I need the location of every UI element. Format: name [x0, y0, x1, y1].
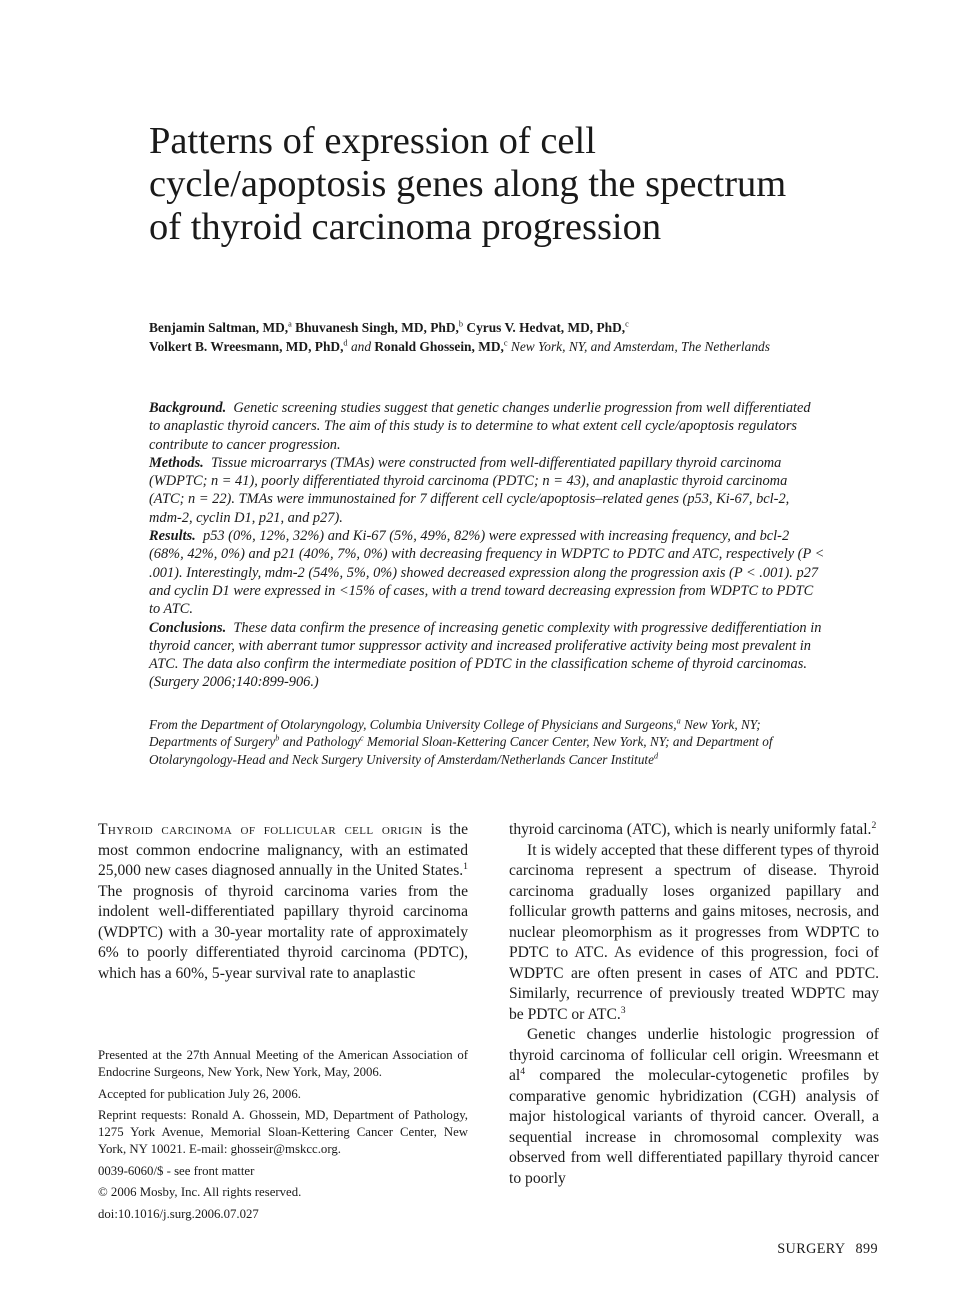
affiliation-marker: c	[359, 734, 364, 744]
article-notes	[98, 1047, 468, 1227]
body-text: thyroid carcinoma (ATC), which is nearly uniformly fatal.	[509, 821, 872, 838]
affiliation-marker: c	[503, 338, 508, 348]
author-name: Cyrus V. Hedvat, MD, PhD,	[466, 320, 626, 335]
author-name: Bhuvanesh Singh, MD, PhD,	[295, 320, 459, 335]
affiliation-marker: d	[343, 338, 348, 348]
body-text: The prognosis of thyroid carcinoma varies from the indolent well-differentiated papillary thyroid carcinoma (WDPTC) with a 30-year mortality rate of approximately 6% to poorly differentiated thyroid carcinoma (PDTC), which has a 60%, 5-year survival rate to anaplastic	[98, 882, 468, 982]
reprint-note: Reprint requests: Ronald A. Ghossein, MD, Department of Pathology, 1275 York Avenue, Memorial Sloan-Kettering Cancer Center, New York, NY 10021. E-mail: ghosseir@mskcc.org.	[98, 1108, 468, 1156]
affiliation-text: and Pathology	[279, 734, 360, 750]
affiliation-marker: a	[676, 716, 681, 726]
presented-note: Presented at the 27th Annual Meeting of the American Association of Endocrine Surgeons, New York, New York, May, 2006.	[98, 1048, 468, 1079]
body-text: is the most common endocrine malignancy, with an estimated 25,000 new cases diagnosed annually in the United States.	[98, 821, 469, 879]
body-column-right	[509, 820, 879, 1189]
reference-marker[interactable]: 1	[463, 860, 468, 872]
author-name: Ronald Ghossein, MD,	[374, 338, 504, 354]
affiliation-text: New York, NY; Departments of Surgery	[149, 717, 761, 750]
section-label: Background.	[149, 400, 227, 416]
affiliation-marker: a	[288, 319, 292, 329]
body-column-left	[98, 820, 468, 984]
copyright-note: © 2006 Mosby, Inc. All rights reserved.	[98, 1185, 302, 1199]
body-text: It is widely accepted that these different types of thyroid carcinoma represent a spectrum of disease. Thyroid carcinoma gradually loses organized papillary and follicular growth patterns and gains mitoses, necrosis, and nuclear pleomorphism as it progresses from WDPTC to PDTC to ATC. As evidence of this progression, foci of WDPTC are often present in cases of ATC and PDTC. Similarly, recurrence of previously treated WDPTC may be PDTC or ATC.	[509, 841, 879, 1023]
section-text: Tissue microarrarys (TMAs) were constructed from well-differentiated papillary thyroid carcinoma (WDPTC; n = 41), poorly differentiated thyroid carcinoma (PDTC; n = 43), and anaplastic thyroid carcinoma (ATC; n = 22). TMAs were immunostained for 7 different cell cycle/apoptosis–related genes (p53, Ki-67, bcl-2, mdm-2, cyclin D1, p21, and p27).	[149, 454, 790, 526]
author-list	[149, 319, 849, 356]
author-name: Volkert B. Wreesmann, MD, PhD,	[149, 338, 344, 354]
reference-marker[interactable]: 2	[871, 819, 877, 831]
abstract-methods	[149, 454, 825, 527]
section-label: Methods.	[149, 454, 204, 471]
doi-link[interactable]: doi:10.1016/j.surg.2006.07.027	[98, 1206, 259, 1221]
affiliations	[149, 716, 831, 768]
article-title: Patterns of expression of cell cycle/apoptosis genes along the spectrum of thyroid carcinoma progression	[149, 120, 787, 248]
affiliation-marker: d	[653, 751, 659, 761]
issn-note: 0039-6060/$ - see front matter	[98, 1163, 255, 1178]
reference-marker[interactable]: 4	[520, 1065, 526, 1077]
reference-marker[interactable]: 3	[620, 1004, 626, 1016]
abstract-results	[149, 527, 825, 618]
section-text: p53 (0%, 12%, 32%) and Ki-67 (5%, 49%, 82%) were expressed with increasing frequency, and bcl-2 (68%, 42%, 0%) and p21 (40%, 7%, 0%) with decreasing frequency in WDPTC to PDTC and ATC, respectively (P < .001). Interestingly, mdm-2 (54%, 5%, 0%) showed decreased expression along the progression axis (P < .001). p27 and cyclin D1 were expressed in <15% of cases, with a trend toward decreasing expression from WDPTC to PDTC to ATC.	[149, 528, 825, 618]
affiliation-text: Memorial Sloan-Kettering Cancer Center, New York, NY; and Department of Otolaryngology-Head and Neck Surgery University of Amsterdam/Netherlands Cancer Institute	[149, 734, 773, 767]
author-location: New York, NY, and Amsterdam, The Netherlands	[510, 338, 770, 354]
section-label: Results.	[149, 528, 196, 545]
body-text: Genetic changes underlie histologic progression of thyroid carcinoma of follicular cell origin. Wreesmann et al	[509, 1026, 879, 1084]
body-paragraph	[509, 1025, 879, 1189]
page-footer	[777, 1241, 878, 1258]
journal-name: SURGERY	[777, 1241, 846, 1257]
body-paragraph	[509, 820, 879, 841]
author-conjunction: and	[350, 338, 372, 354]
section-label: Conclusions.	[149, 619, 227, 636]
affiliation-marker: c	[625, 319, 629, 329]
author-name: Benjamin Saltman, MD,	[149, 320, 289, 335]
section-text: Genetic screening studies suggest that genetic changes underlie progression from well differentiated to anaplastic thyroid cancers. The aim of this study is to determine to what extent cell cycle/apoptosis regulators contribute to cancer progression.	[149, 400, 811, 453]
body-paragraph	[509, 841, 879, 1026]
body-paragraph	[98, 820, 468, 984]
affiliation-marker: b	[275, 734, 280, 744]
affiliation-text: From the Department of Otolaryngology, Columbia University College of Physicians and Surgeons,	[149, 717, 677, 732]
abstract-conclusions	[149, 619, 825, 692]
section-text: These data confirm the presence of increasing genetic complexity with progressive dedifferentiation in thyroid cancer, with aberrant tumor suppressor activity and increased proliferative activity being most prevalent in ATC. The data also confirm the intermediate position of PDTC in the classification scheme of thyroid carcinomas. (Surgery 2006;140:899-906.)	[149, 619, 822, 691]
accepted-note: Accepted for publication July 26, 2006.	[98, 1086, 301, 1101]
lead-in: Thyroid carcinoma of follicular cell origin	[98, 821, 423, 838]
body-text: compared the molecular-cytogenetic profiles by comparative genomic hybridization (CGH) analysis of major histological variants of thyroid cancer. Overall, a sequential increase in chromosomal complexity was observed from well differentiated papillary thyroid cancer to poorly	[509, 1067, 879, 1187]
page-number: 899	[855, 1241, 878, 1257]
abstract	[149, 399, 825, 692]
abstract-background	[149, 399, 825, 454]
affiliation-marker: b	[458, 319, 464, 329]
